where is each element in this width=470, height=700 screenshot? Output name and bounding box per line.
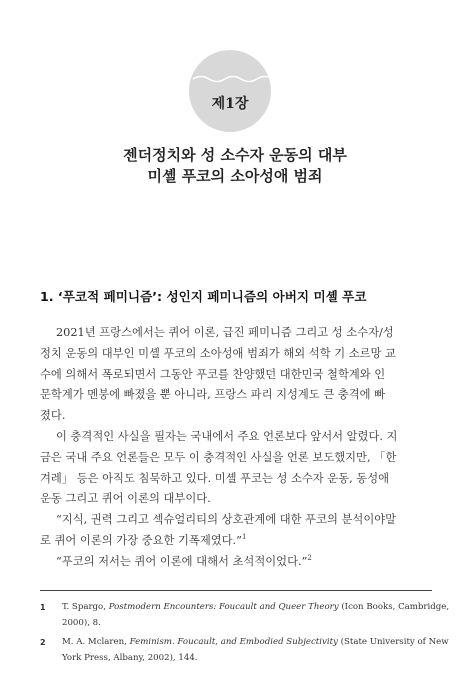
footnote-number: 1 (40, 603, 46, 612)
chapter-title-line2: 미셸 푸코의 소아성애 범죄 (147, 167, 323, 185)
chapter-title (0, 145, 470, 187)
footnote-number: 2 (40, 638, 46, 647)
footnote-author: M. A. Mclaren, (62, 637, 127, 647)
body-line: 수에 의해서 폭로되면서 그동안 푸코를 찬양했던 대한민국 철학계와 인 (40, 367, 386, 381)
body-line: 겨레」 등은 아직도 침묵하고 있다. 미셸 푸코는 성 소수자 운동, 동성애 (40, 471, 390, 485)
footnote-pub: (Icon Books, Cambridge, (341, 602, 450, 612)
footnote-ref[interactable]: 2 (307, 554, 312, 562)
footnote-pub: 2000), 8. (62, 617, 101, 628)
body-line: 이 충격적인 사실을 필자는 국내에서 주요 언론보다 앞서서 알렸다. 지 (56, 429, 398, 443)
footnote-title: Feminism. Foucault, and Embodied Subjectivity (129, 637, 338, 647)
footnote-ref[interactable]: 1 (241, 533, 247, 542)
footnote-item (40, 635, 449, 666)
footnote-item (40, 600, 450, 631)
quote-text: “푸코의 저서는 퀴어 이론에 대해서 초석적이었다.” (56, 554, 308, 568)
footnote-title: Postmodern Encounters: Foucault and Queer Theory (108, 602, 339, 612)
quote-line (40, 552, 432, 573)
footnote-pub: (State University of New (340, 637, 449, 647)
quote-text: 로 퀴어 이론의 가장 중요한 기폭제였다.” (40, 533, 242, 547)
footnote-pub: York Press, Albany, 2002), 144. (62, 652, 198, 663)
wave-icon (189, 50, 271, 132)
body-line: 문학계가 멘붕에 빠졌을 뿐 아니라, 프랑스 파리 지성계도 큰 충격에 빠 (40, 388, 386, 402)
footnote-divider (40, 590, 432, 591)
body-line: 정치 운동의 대부인 미셸 푸코의 소아성애 범죄가 해외 석학 기 소르망 교 (40, 346, 396, 360)
footnote-author: T. Spargo, (62, 602, 106, 612)
body-line: 금은 국내 주요 언론들은 모두 이 충격적인 사실을 언론 보도했지만, 「한 (40, 450, 397, 464)
chapter-label: 제1장 (211, 96, 249, 112)
body-line: 운동 그리고 퀴어 이론의 대부이다. (40, 492, 211, 506)
chapter-title-line1: 젠더정치와 성 소수자 운동의 대부 (123, 146, 347, 164)
chapter-badge (189, 50, 271, 132)
quote-line (40, 531, 432, 552)
footnotes (40, 600, 450, 670)
section-heading: 1. ‘푸코적 페미니즘’: 성인지 페미니즘의 아버지 미셸 푸코 (40, 289, 367, 304)
quote-line: “지식, 권력 그리고 섹슈얼리티의 상호관계에 대한 푸코의 분석이야말 (56, 513, 397, 527)
body-line: 졌다. (40, 409, 66, 423)
body-line: 2021년 프랑스에서는 퀴어 이론, 급진 페미니즘 그리고 성 소수자/성 (56, 326, 394, 339)
body-text (40, 323, 432, 573)
